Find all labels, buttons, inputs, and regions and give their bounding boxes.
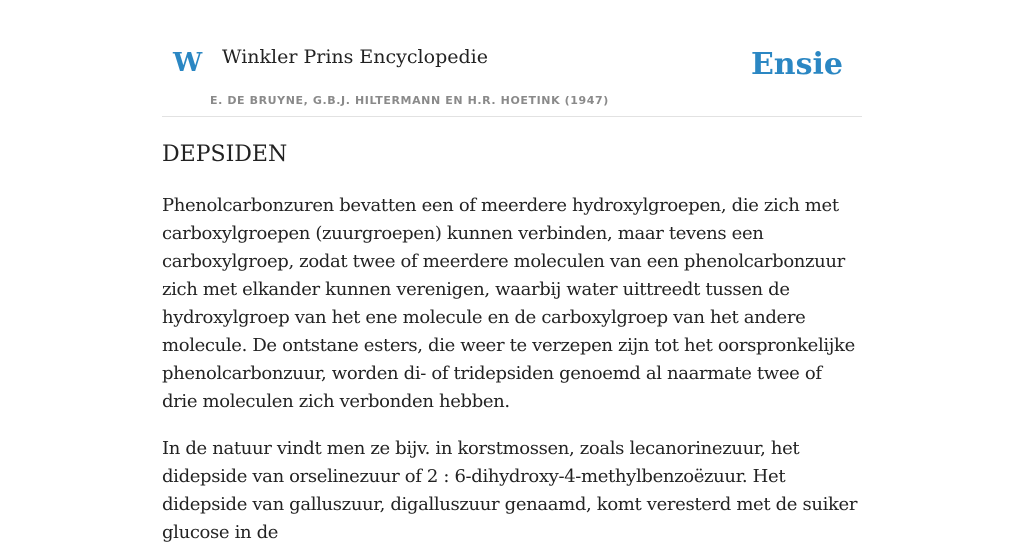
article-paragraph-2: In de natuur vindt men ze bijv. in korstmossen, zoals lecanorinezuur, het didepside van orselinezuur of 2 : 6-dihydroxy-4-methylbenzoëzuur. Het didepside van galluszuur, digalluszuur genaamd, komt veresterd met de suiker glucose in de xyxy=(162,438,858,543)
article-title: DEPSIDEN xyxy=(162,142,288,167)
header xyxy=(162,0,862,117)
article-paragraph-1: Phenolcarbonzuren bevatten een of meerdere hydroxylgroepen, die zich met carboxylgroepen (zuurgroepen) kunnen verbinden, maar tevens een carboxylgroep, zodat twee of meerdere moleculen van een phenolcarbonzuur zich met elkander kunnen verenigen, waarbij water uittreedt tussen de hydroxylgroep van het ene molecule en de carboxylgroep van het andere molecule. De ontstane esters, die weer te verzepen zijn tot het oorspronkelijke phenolcarbonzuur, worden di- of tridepsiden genoemd al naarmate twee of drie moleculen zich verbonden hebben. xyxy=(162,195,855,412)
winkler-prins-logo-icon[interactable]: W xyxy=(173,48,203,78)
source-authors: E. DE BRUYNE, G.B.J. HILTERMANN EN H.R. HOETINK (1947) xyxy=(210,94,609,107)
source-title[interactable]: Winkler Prins Encyclopedie xyxy=(222,46,488,68)
ensie-brand-logo[interactable]: Ensie xyxy=(750,47,843,82)
